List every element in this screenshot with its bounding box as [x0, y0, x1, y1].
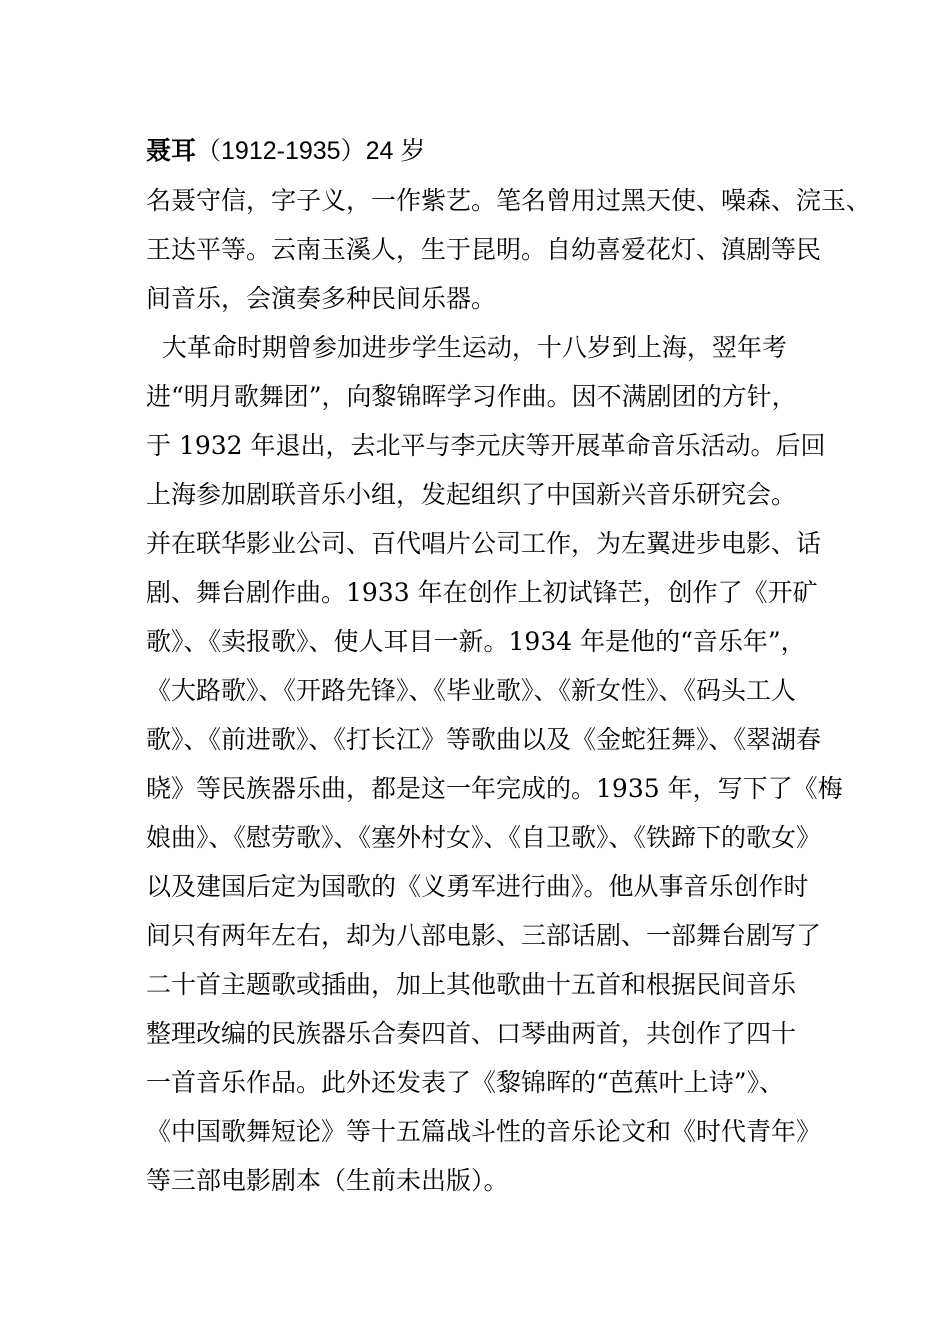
body-line: 《大路歌》、《开路先锋》、《毕业歌》、《新女性》、《码头工人 [146, 676, 797, 705]
body-line: 晓》等民族器乐曲，都是这一年完成的。1935 年，写下了《梅 [146, 774, 843, 803]
body-line: 一首音乐作品。此外还发表了《黎锦晖的“芭蕉叶上诗”》、 [146, 1068, 785, 1097]
body-line: 进“明月歌舞团”，向黎锦晖学习作曲。因不满剧团的方针， [146, 382, 797, 411]
body-line: 名聂守信，字子义，一作紫艺。笔名曾用过黑天使、噪森、浣玉、 [146, 186, 872, 215]
document-heading [146, 126, 425, 176]
body-line: 歌》、《前进歌》、《打长江》等歌曲以及《金蛇狂舞》、《翠湖春 [146, 725, 822, 754]
body-line: 以及建国后定为国歌的《义勇军进行曲》。他从事音乐创作时 [146, 872, 809, 901]
body-line: 上海参加剧联音乐小组，发起组织了中国新兴音乐研究会。 [146, 480, 797, 509]
body-line: 《中国歌舞短论》等十五篇战斗性的音乐论文和《时代青年》 [146, 1117, 822, 1146]
heading-years: （1912-1935） [196, 137, 366, 165]
body-line: 整理改编的民族器乐合奏四首、口琴曲两首，共创作了四十 [146, 1019, 797, 1048]
body-line: 剧、舞台剧作曲。1933 年在创作上初试锋芒，创作了《开矿 [146, 578, 818, 607]
body-line: 间只有两年左右，却为八部电影、三部话剧、一部舞台剧写了 [146, 921, 822, 950]
body-line: 等三部电影剧本（生前未出版）。 [146, 1166, 509, 1195]
heading-name: 聂耳 [146, 136, 197, 165]
body-line: 二十首主题歌或插曲，加上其他歌曲十五首和根据民间音乐 [146, 970, 797, 999]
body-line: 间音乐，会演奏多种民间乐器。 [146, 284, 497, 313]
body-line: 于 1932 年退出，去北平与李元庆等开展革命音乐活动。后回 [146, 431, 826, 460]
body-line: 并在联华影业公司、百代唱片公司工作，为左翼进步电影、话 [146, 529, 822, 558]
body-line: 王达平等。云南玉溪人，生于昆明。自幼喜爱花灯、滇剧等民 [146, 235, 822, 264]
body-line: 娘曲》、《慰劳歌》、《塞外村女》、《自卫歌》、《铁蹄下的歌女》 [146, 823, 822, 852]
body-line: 歌》、《卖报歌》、使人耳目一新。1934 年是他的“音乐年”， [146, 627, 806, 656]
heading-age: 24 岁 [365, 137, 426, 165]
body-line: 大革命时期曾参加进步学生运动，十八岁到上海，翌年考 [146, 333, 787, 362]
